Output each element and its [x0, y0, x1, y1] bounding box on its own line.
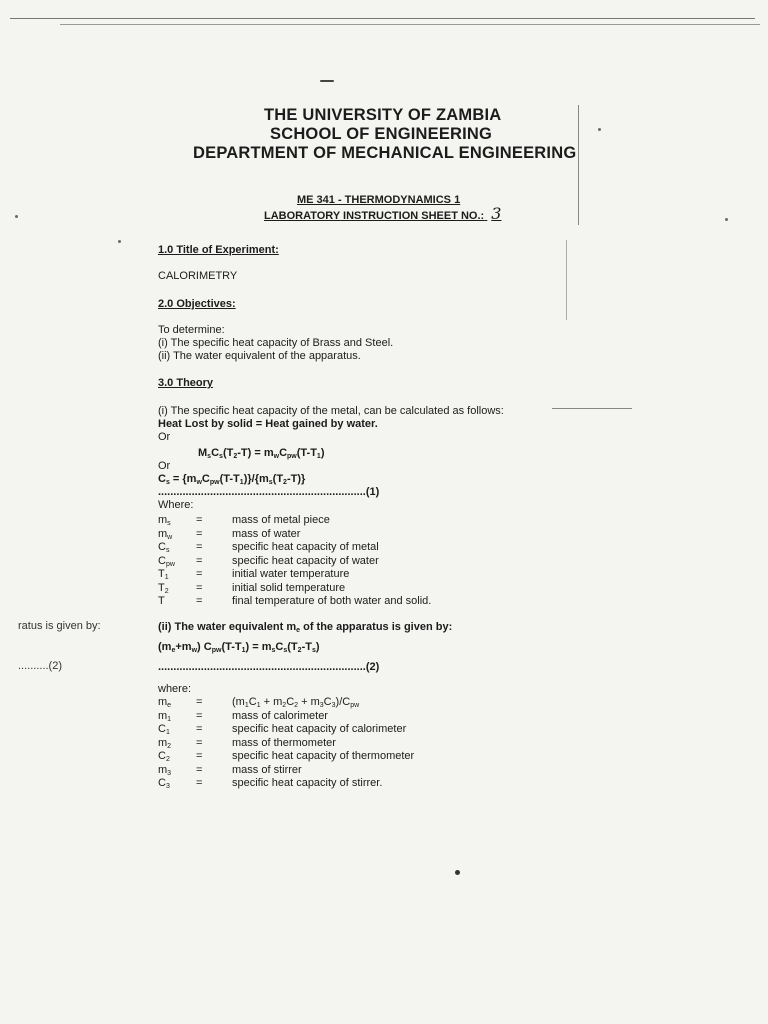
- section-1-heading-text: 1.0 Title of Experiment:: [158, 244, 279, 256]
- equation-specific-heat: $C_s = \{m_wC_{pw}(T-T_1)\}/\{m_s(T_2-T)\}$: [158, 473, 306, 486]
- definition-symbol: $m_1$: [158, 709, 172, 723]
- equation-water-equivalent: $(m_e+m_w) C_{pw}(T-T_1) = m_sC_s(T_2-T_s)$: [158, 641, 320, 654]
- definition-text: specific heat capacity of metal: [232, 541, 379, 553]
- equation-1-dots: ....................................................................(1): [158, 486, 380, 498]
- definition-symbol: $m_w$: [158, 527, 173, 541]
- definition-text: specific heat capacity of calorimeter: [232, 723, 407, 735]
- theory-item-2: (ii) The water equivalent $m_e$ of the apparatus is given by:: [158, 621, 453, 634]
- definition-equals: =: [196, 777, 203, 789]
- definition-symbol: $m_e$: [158, 696, 172, 709]
- definition-equals: =: [196, 595, 203, 607]
- or-label-1: Or: [158, 431, 171, 443]
- theory-bold-statement: Heat Lost by solid = Heat gained by water.: [158, 418, 378, 430]
- definition-equals: =: [196, 709, 203, 722]
- definition-text: final temperature of both water and solid.: [232, 595, 432, 607]
- speck: [320, 80, 334, 82]
- theory-item-2-text: (ii) The water equivalent m: [158, 621, 297, 633]
- school-title: SCHOOL OF ENGINEERING: [270, 125, 493, 143]
- section-1-heading: [158, 244, 279, 256]
- where-label-2: where:: [158, 683, 192, 695]
- sheet-label: LABORATORY INSTRUCTION SHEET NO.:: [264, 210, 485, 222]
- definition-symbol: $C_1$: [158, 723, 170, 736]
- definition-symbol: $m_3$: [158, 763, 172, 777]
- definition-equals: =: [196, 736, 203, 749]
- definition-equals: =: [196, 581, 203, 594]
- definition-symbol: $m_s$: [158, 514, 171, 527]
- definition-equals: =: [196, 554, 203, 567]
- department-title: DEPARTMENT OF MECHANICAL ENGINEERING: [193, 144, 577, 162]
- objective-item-2: (ii) The water equivalent of the apparatus.: [158, 350, 361, 362]
- section-2-heading: [158, 298, 236, 310]
- definition-symbol: T: [158, 595, 165, 607]
- definition-text: specific heat capacity of thermometer: [232, 750, 415, 762]
- definition-symbol: $C_{pw}$: [158, 554, 175, 568]
- definition-text: initial water temperature: [232, 568, 350, 580]
- equation-heat-balance: $M_sC_s(T_2-T) = m_wC_{pw}(T-T_1)$: [198, 447, 325, 460]
- definition-equals: =: [196, 541, 203, 553]
- objectives-intro: To determine:: [158, 324, 225, 336]
- top-border-line-2: [60, 24, 760, 25]
- objective-item-1: (i) The specific heat capacity of Brass and Steel.: [158, 337, 394, 349]
- definition-text: mass of thermometer: [232, 736, 336, 749]
- right-margin-line-2: [566, 240, 567, 320]
- university-title: THE UNIVERSITY OF ZAMBIA: [264, 106, 502, 124]
- definition-text: specific heat capacity of stirrer.: [232, 777, 383, 789]
- definition-symbol: $C_s$: [158, 541, 170, 554]
- equation-2-dots: ....................................................................(2): [158, 661, 380, 673]
- section-2-heading-text: 2.0 Objectives:: [158, 298, 236, 310]
- or-label-2: Or: [158, 460, 171, 472]
- definition-equals: =: [196, 568, 203, 580]
- section-1-text: CALORIMETRY: [158, 270, 238, 282]
- definition-equals: =: [196, 723, 203, 735]
- definition-text: specific heat capacity of water: [232, 554, 379, 567]
- definition-text: mass of stirrer: [232, 763, 302, 776]
- sheet-number: 3: [491, 204, 502, 223]
- theory-item-1: (i) The specific heat capacity of the metal, can be calculated as follows:: [158, 405, 504, 417]
- right-margin-line: [578, 105, 579, 225]
- definition-text: mass of calorimeter: [232, 709, 328, 722]
- definition-symbol: $m_2$: [158, 736, 172, 750]
- definition-symbol: $C_2$: [158, 750, 170, 763]
- definition-equals: =: [196, 696, 203, 708]
- section-3-heading: [158, 377, 213, 389]
- definition-symbol: $T_2$: [158, 581, 169, 595]
- definition-text: initial solid temperature: [232, 581, 346, 594]
- speck: [15, 215, 18, 218]
- water-equivalent-formula: $(m_1C_1 + m_2C_2 + m_3C_3)/C_{pw}$: [232, 696, 360, 709]
- definition-symbol: $C_3$: [158, 777, 170, 790]
- definition-equals: =: [196, 527, 203, 540]
- sheet-title: [264, 204, 501, 223]
- where-label-1: Where:: [158, 499, 194, 511]
- definition-equals: =: [196, 750, 203, 762]
- speck: [725, 218, 728, 221]
- definition-equals: =: [196, 763, 203, 776]
- speck: [598, 128, 601, 131]
- course-title: ME 341 - THERMODYNAMICS 1: [297, 194, 461, 206]
- speck: [455, 870, 460, 875]
- speck: [118, 240, 121, 243]
- definition-text: mass of metal piece: [232, 514, 330, 526]
- theory-item-2-rest: of the apparatus is given by:: [300, 621, 453, 633]
- side-dash: [552, 408, 632, 409]
- definition-symbol: $T_1$: [158, 568, 169, 581]
- definition-text: mass of water: [232, 527, 301, 540]
- definition-equals: =: [196, 514, 203, 526]
- section-3-heading-text: 3.0 Theory: [158, 377, 214, 389]
- margin-fragment-2: ..........(2): [18, 660, 63, 672]
- top-border-line: [10, 18, 755, 19]
- margin-fragment-1: ratus is given by:: [18, 620, 101, 632]
